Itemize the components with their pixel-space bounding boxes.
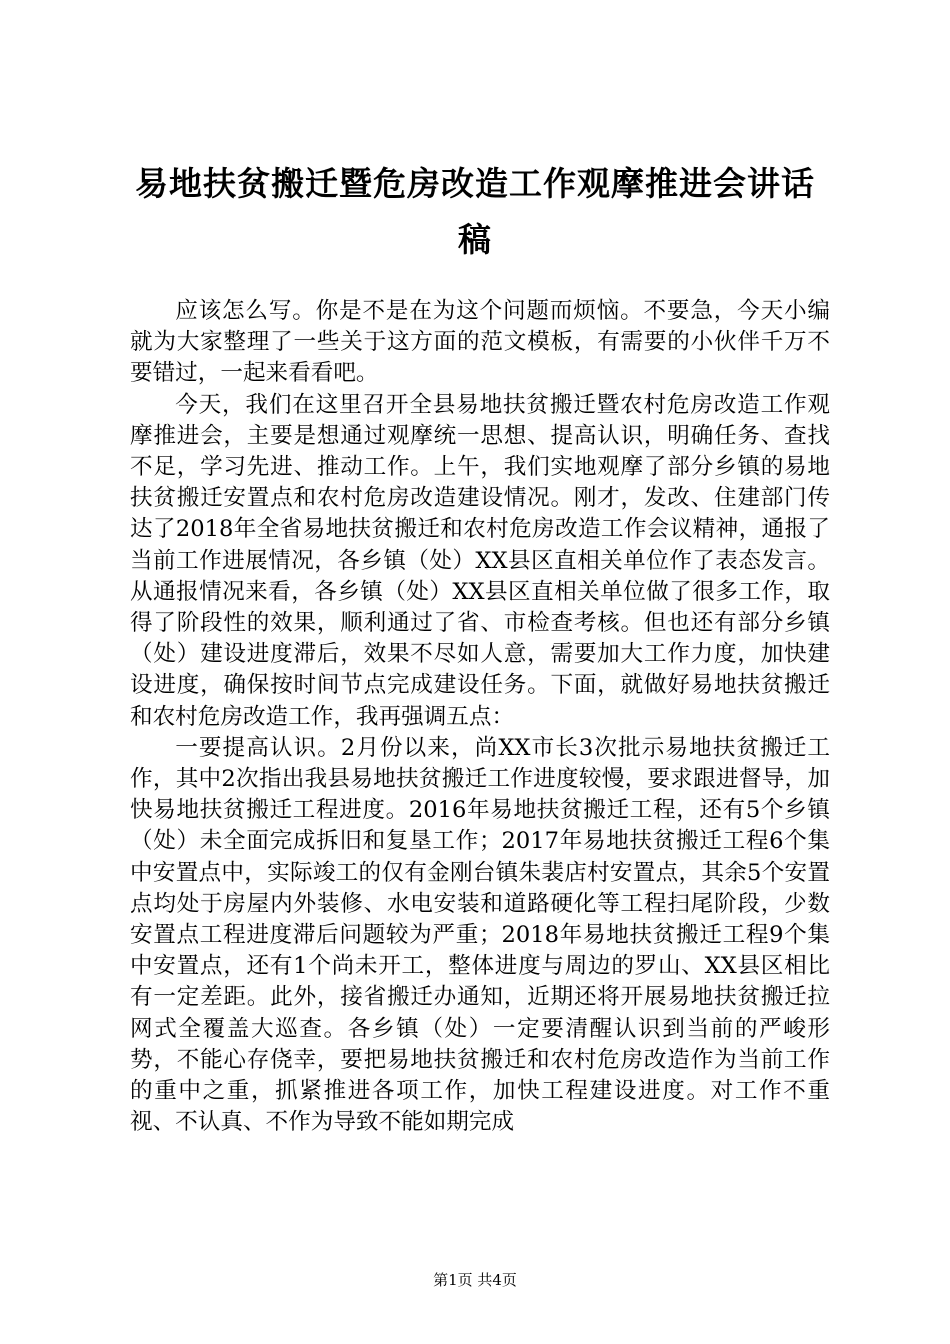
document-title: 易地扶贫搬迁暨危房改造工作观摩推进会讲话稿: [135, 164, 815, 259]
document-body: [130, 296, 830, 1138]
page-number-footer: 第1页 共4页: [433, 1271, 517, 1289]
paragraph-opening: 今天，我们在这里召开全县易地扶贫搬迁暨农村危房改造工作观摩推进会，主要是想通过观摩统一思想、提高认识，明确任务、查找不足，学习先进、推动工作。上午，我们实地观摩了部分乡镇的易地扶贫搬迁安置点和农村危房改造建设情况。刚才，发改、住建部门传达了2018年全省易地扶贫搬迁和农村危房改造工作会议精神，通报了当前工作进展情况，各乡镇（处）XX县区直相关单位作了表态发言。从通报情况来看，各乡镇（处）XX县区直相关单位做了很多工作，取得了阶段性的效果，顺利通过了省、市检查考核。但也还有部分乡镇（处）建设进度滞后，效果不尽如人意，需要加大工作力度，加快建设进度，确保按时间节点完成建设任务。下面，就做好易地扶贫搬迁和农村危房改造工作，我再强调五点：: [130, 391, 830, 730]
paragraph-intro: 应该怎么写。你是不是在为这个问题而烦恼。不要急，今天小编就为大家整理了一些关于这方面的范文模板，有需要的小伙伴千万不要错过，一起来看看吧。: [130, 298, 830, 387]
paragraph-point-one: 一要提高认识。2月份以来，尚XX市长3次批示易地扶贫搬迁工作，其中2次指出我县易地扶贫搬迁工作进度较慢，要求跟进督导，加快易地扶贫搬迁工程进度。2016年易地扶贫搬迁工程，还有5个乡镇（处）未全面完成拆旧和复垦工作；2017年易地扶贫搬迁工程6个集中安置点中，实际竣工的仅有金刚台镇朱裴店村安置点，其余5个安置点均处于房屋内外装修、水电安装和道路硬化等工程扫尾阶段，少数安置点工程进度滞后问题较为严重；2018年易地扶贫搬迁工程9个集中安置点，还有1个尚未开工，整体进度与周边的罗山、XX县区相比有一定差距。此外，接省搬迁办通知，近期还将开展易地扶贫搬迁拉网式全覆盖大巡查。各乡镇（处）一定要清醒认识到当前的严峻形势，不能心存侥幸，要把易地扶贫搬迁和农村危房改造作为当前工作的重中之重，抓紧推进各项工作，加快工程建设进度。对工作不重视、不认真、不作为导致不能如期完成: [130, 734, 830, 1136]
